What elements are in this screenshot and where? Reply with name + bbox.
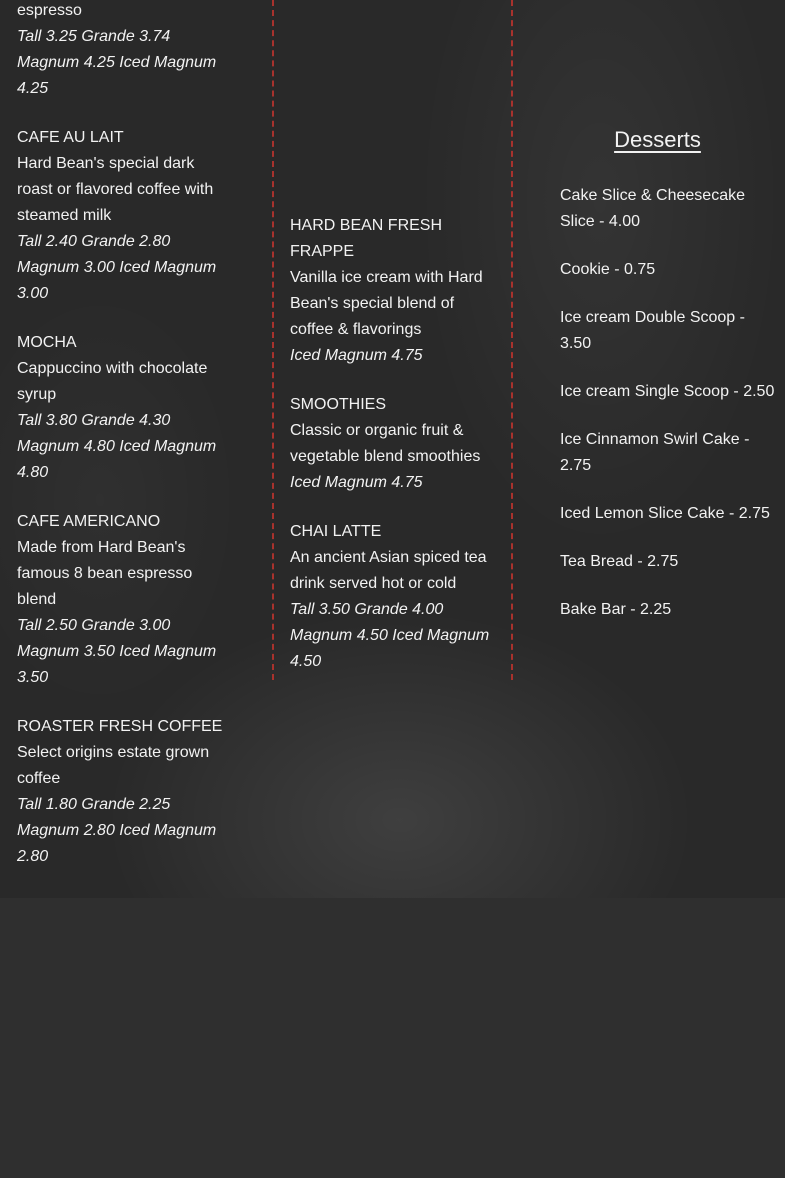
- menu-item-name: SMOOTHIES: [290, 396, 387, 413]
- menu-item-price: Tall 1.80 Grande 2.25 Magnum 2.80 Iced Magnum 2.80: [17, 796, 217, 865]
- menu-item-espresso-fragment: [17, 0, 229, 102]
- desserts-heading: Desserts: [614, 127, 701, 152]
- menu-item-chai-latte: [290, 519, 496, 675]
- menu-item-name: HARD BEAN FRESH FRAPPE: [290, 217, 443, 260]
- menu-item-description: An ancient Asian spiced tea drink served hot or cold: [290, 549, 487, 592]
- menu-item-roaster-fresh-coffee: [17, 714, 229, 870]
- menu-item-description: Hard Bean's special dark roast or flavored coffee with steamed milk: [17, 155, 214, 224]
- menu-column-desserts: [560, 125, 775, 645]
- menu-item-smoothies: [290, 392, 496, 496]
- dessert-item: Iced Lemon Slice Cake - 2.75: [560, 505, 770, 522]
- dessert-item: Bake Bar - 2.25: [560, 601, 672, 618]
- menu-item-description: Select origins estate grown coffee: [17, 744, 210, 787]
- menu-item-price: Tall 3.25 Grande 3.74 Magnum 4.25 Iced Magnum 4.25: [17, 28, 217, 97]
- dessert-item: Tea Bread - 2.75: [560, 553, 679, 570]
- column-divider-left: [272, 0, 274, 680]
- menu-item-description: Vanilla ice cream with Hard Bean's special blend of coffee & flavorings: [290, 269, 483, 338]
- menu-item-description: espresso: [17, 2, 82, 19]
- menu-item-cafe-au-lait: [17, 125, 229, 307]
- menu-item-price: Tall 2.50 Grande 3.00 Magnum 3.50 Iced Magnum 3.50: [17, 617, 217, 686]
- menu-item-cafe-americano: [17, 509, 229, 691]
- dessert-item: Ice Cinnamon Swirl Cake - 2.75: [560, 431, 750, 474]
- column-divider-right: [511, 0, 513, 680]
- menu-item-description: Cappuccino with chocolate syrup: [17, 360, 208, 403]
- dessert-item: Ice cream Double Scoop - 3.50: [560, 309, 745, 352]
- menu-item-price: Tall 3.80 Grande 4.30 Magnum 4.80 Iced Magnum 4.80: [17, 412, 217, 481]
- menu-item-hard-bean-fresh-frappe: [290, 213, 496, 369]
- menu-item-price: Iced Magnum 4.75: [290, 474, 423, 491]
- menu-item-name: CAFE AMERICANO: [17, 513, 161, 530]
- dessert-item: Ice cream Single Scoop - 2.50: [560, 383, 775, 400]
- menu-item-description: Made from Hard Bean's famous 8 bean espresso blend: [17, 539, 193, 608]
- menu-item-description: Classic or organic fruit & vegetable blend smoothies: [290, 422, 481, 465]
- menu-column-cold-drinks: [290, 213, 496, 698]
- menu-item-price: Iced Magnum 4.75: [290, 347, 423, 364]
- menu-item-name: ROASTER FRESH COFFEE: [17, 718, 223, 735]
- menu-item-mocha: [17, 330, 229, 486]
- menu-item-price: Tall 2.40 Grande 2.80 Magnum 3.00 Iced Magnum 3.00: [17, 233, 217, 302]
- footer-background: [0, 898, 785, 1178]
- menu-item-name: CHAI LATTE: [290, 523, 382, 540]
- menu-column-coffee: [17, 0, 229, 893]
- menu-item-name: MOCHA: [17, 334, 77, 351]
- dessert-item: Cake Slice & Cheesecake Slice - 4.00: [560, 187, 745, 230]
- menu-item-price: Tall 3.50 Grande 4.00 Magnum 4.50 Iced Magnum 4.50: [290, 601, 490, 670]
- dessert-item: Cookie - 0.75: [560, 261, 656, 278]
- menu-item-name: CAFE AU LAIT: [17, 129, 124, 146]
